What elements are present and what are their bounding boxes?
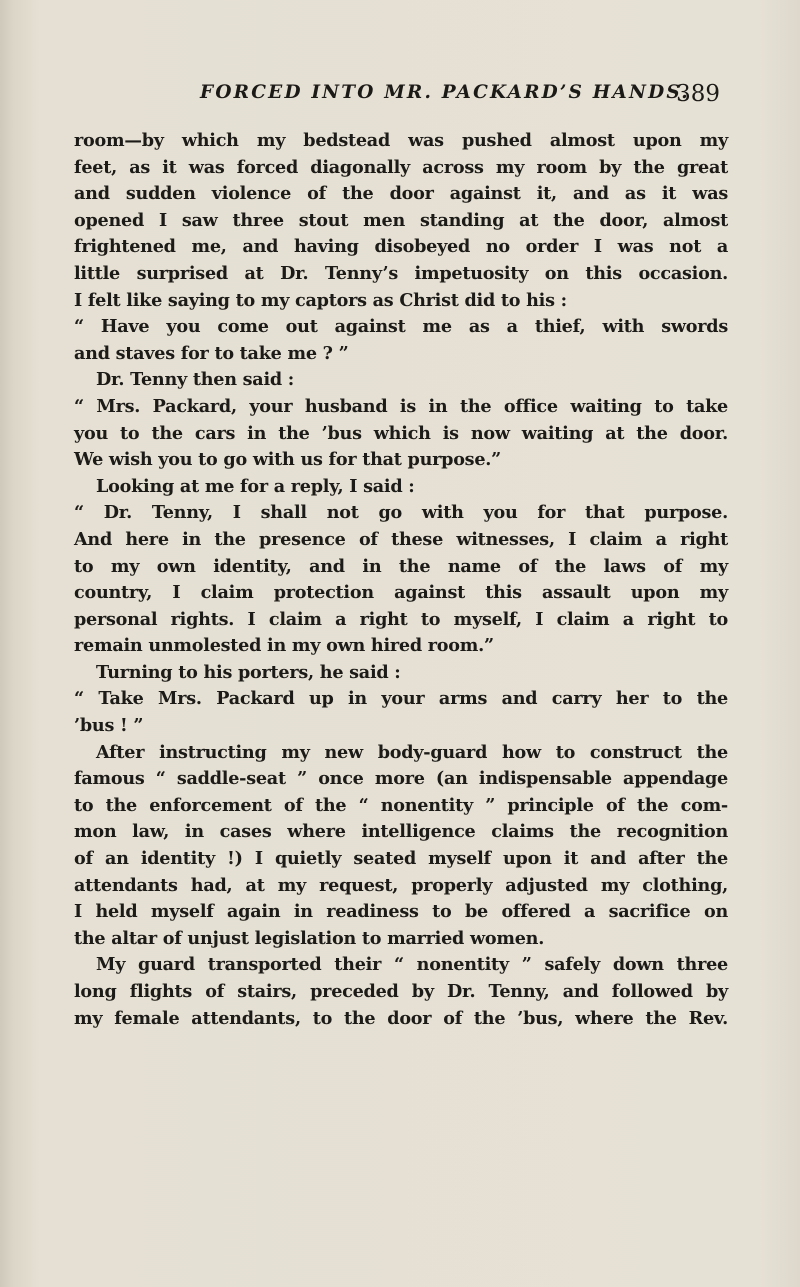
text-line: mon law, in cases where intelligence claims the recognition <box>74 821 728 843</box>
text-line: famous “ saddle-seat ” once more (an indispensable appendage <box>74 768 728 790</box>
text-line: room—by which my bedstead was pushed almost upon my <box>74 130 728 151</box>
text-line: After instructing my new body-guard how to construct the <box>96 741 728 763</box>
text-line: remain unmolested in my own hired room.” <box>74 635 494 657</box>
text-line: feet, as it was forced diagonally across my room by the great <box>74 156 728 178</box>
text-line: And here in the presence of these witnesses, I claim a right <box>74 528 728 550</box>
text-line: frightened me, and having disobeyed no order I was not a <box>74 236 728 258</box>
text-line: little surprised at Dr. Tenny’s impetuosity on this occasion. <box>74 262 728 284</box>
text-line: We wish you to go with us for that purpose.” <box>74 449 502 471</box>
text-line: and sudden violence of the door against it, and as it was <box>74 183 728 205</box>
text-line: you to the cars in the ’bus which is now waiting at the door. <box>74 422 728 444</box>
text-line: I felt like saying to my captors as Christ did to his : <box>74 289 567 311</box>
text-line: country, I claim protection against this assault upon my <box>74 582 728 604</box>
text-line: ’bus ! ” <box>74 715 144 737</box>
page-number: 389 <box>676 81 720 107</box>
page-header <box>0 82 800 122</box>
text-line: to the enforcement of the “ nonentity ” principle of the com- <box>74 794 728 816</box>
text-line: opened I saw three stout men standing at the door, almost <box>74 209 728 231</box>
text-line: to my own identity, and in the name of the laws of my <box>74 555 728 577</box>
text-line: Turning to his porters, he said : <box>96 661 401 683</box>
text-line: “ Dr. Tenny, I shall not go with you for that purpose. <box>74 502 728 524</box>
text-line: I held myself again in readiness to be offered a sacrifice on <box>74 901 728 923</box>
text-line: Dr. Tenny then said : <box>96 369 295 391</box>
body-text <box>74 128 728 1032</box>
text-line: personal rights. I claim a right to myself, I claim a right to <box>74 608 728 630</box>
text-line: My guard transported their “ nonentity ” safely down three <box>96 954 728 976</box>
text-line: attendants had, at my request, properly adjusted my clothing, <box>74 874 728 896</box>
text-line: “ Have you come out against me as a thief, with swords <box>74 316 728 338</box>
text-line: and staves for to take me ? ” <box>74 342 349 364</box>
text-line: my female attendants, to the door of the ’bus, where the Rev. <box>74 1007 728 1029</box>
text-line: of an identity !) I quietly seated myself upon it and after the <box>74 848 728 870</box>
text-line: long flights of stairs, preceded by Dr. Tenny, and followed by <box>74 981 728 1002</box>
text-line: “ Take Mrs. Packard up in your arms and carry her to the <box>74 688 728 710</box>
text-line: “ Mrs. Packard, your husband is in the office waiting to take <box>74 395 728 417</box>
text-line: the altar of unjust legislation to married women. <box>74 927 545 949</box>
text-line: Looking at me for a reply, I said : <box>96 475 415 497</box>
running-head: FORCED INTO MR. PACKARD’S HANDS. <box>200 82 690 103</box>
